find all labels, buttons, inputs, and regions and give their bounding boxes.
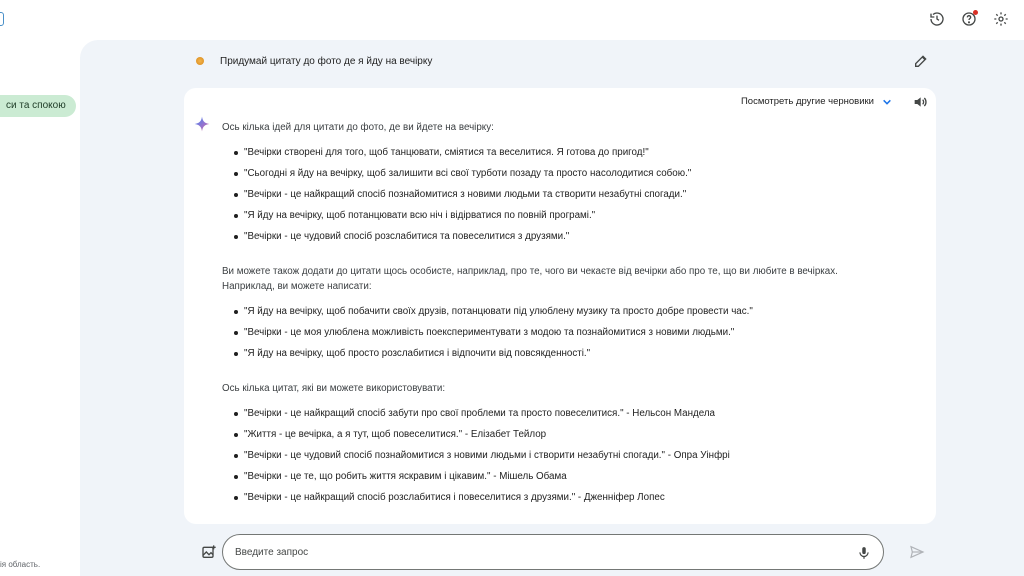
top-toolbar <box>928 10 1010 28</box>
chevron-down-icon <box>882 97 892 107</box>
help-icon[interactable] <box>960 10 978 28</box>
gemini-sparkle-icon <box>194 116 210 132</box>
quote-list-1 <box>234 147 902 252</box>
response-intro: Ось кілька ідей для цитати до фото, де ви йдете на вечірку: <box>222 122 494 133</box>
quote-list-2 <box>234 306 902 369</box>
view-drafts-label: Посмотреть другие черновики <box>740 96 874 107</box>
user-prompt-row <box>190 52 950 70</box>
settings-icon[interactable] <box>992 10 1010 28</box>
speaker-icon[interactable] <box>912 94 928 110</box>
microphone-icon[interactable] <box>857 545 871 561</box>
add-image-icon[interactable] <box>201 544 217 560</box>
user-prompt-text: Придумай цитату до фото де я йду на вечірку <box>220 55 433 67</box>
list-item: "Життя - це вечірка, а я тут, щоб повеселитися." - Елізабет Тейлор <box>234 429 902 450</box>
main-panel <box>80 40 1024 576</box>
list-item: "Вечірки - це чудовий спосіб розслабитися та повеселитися з друзями." <box>234 231 902 252</box>
sidebar <box>0 0 80 576</box>
prompt-input-bar <box>222 534 884 570</box>
sidebar-location-text: ія область. <box>0 560 41 569</box>
list-item: "Я йду на вечірку, щоб просто розслабитися і відпочити від повсякденності." <box>234 348 902 369</box>
list-item: "Вечірки - це найкращий спосіб забути про свої проблеми та просто повеселитися." - Нельсон Мандела <box>234 408 902 429</box>
prompt-input[interactable] <box>235 543 835 561</box>
response-paragraph-3: Ось кілька цитат, які ви можете використовувати: <box>222 383 446 394</box>
list-item: "Вечірки - це те, що робить життя яскравим і цікавим." - Мішель Обама <box>234 471 902 492</box>
quote-list-3 <box>234 408 902 513</box>
response-paragraph-2-line2: Наприклад, ви можете написати: <box>222 281 372 292</box>
sidebar-active-chat-item[interactable]: си та спокою <box>0 95 76 117</box>
response-card <box>184 88 936 524</box>
list-item: "Я йду на вечірку, щоб побачити своїх друзів, потанцювати під улюблену музику та просто добре провести час." <box>234 306 902 327</box>
list-item: "Вечірки - це чудовий спосіб познайомитися з новими людьми і створити незабутні спогади." - Опра Уінфрі <box>234 450 902 471</box>
send-icon[interactable] <box>909 544 925 560</box>
edit-pencil-icon[interactable] <box>913 53 929 69</box>
response-paragraph-2-line1: Ви можете також додати до цитати щось особисте, наприклад, про те, чого ви чекаєте від вечірки або про те, що ви любите в вечірках. <box>222 266 838 277</box>
list-item: "Вечірки створені для того, щоб танцювати, сміятися та веселитися. Я готова до пригод!" <box>234 147 902 168</box>
list-item: "Вечірки - це моя улюблена можливість поекспериментувати з модою та познайомитися з новими людьми." <box>234 327 902 348</box>
list-item: "Я йду на вечірку, щоб потанцювати всю ніч і відірватися по повній програмі." <box>234 210 902 231</box>
response-content <box>222 120 902 525</box>
notification-dot <box>973 10 978 15</box>
history-icon[interactable] <box>928 10 946 28</box>
list-item: "Сьогодні я йду на вечірку, щоб залишити всі свої турботи позаду та просто насолодитися собою." <box>234 168 902 189</box>
list-item: "Вечірки - це найкращий спосіб розслабитися і повеселитися з друзями." - Дженніфер Лопес <box>234 492 902 513</box>
response-paragraph-2 <box>222 264 902 294</box>
view-drafts-button[interactable] <box>741 96 892 107</box>
list-item: "Вечірки - це найкращий спосіб познайомитися з новими людьми та створити незабутні спогади." <box>234 189 902 210</box>
sidebar-new-chat-icon[interactable] <box>0 12 4 26</box>
user-avatar <box>196 57 204 65</box>
